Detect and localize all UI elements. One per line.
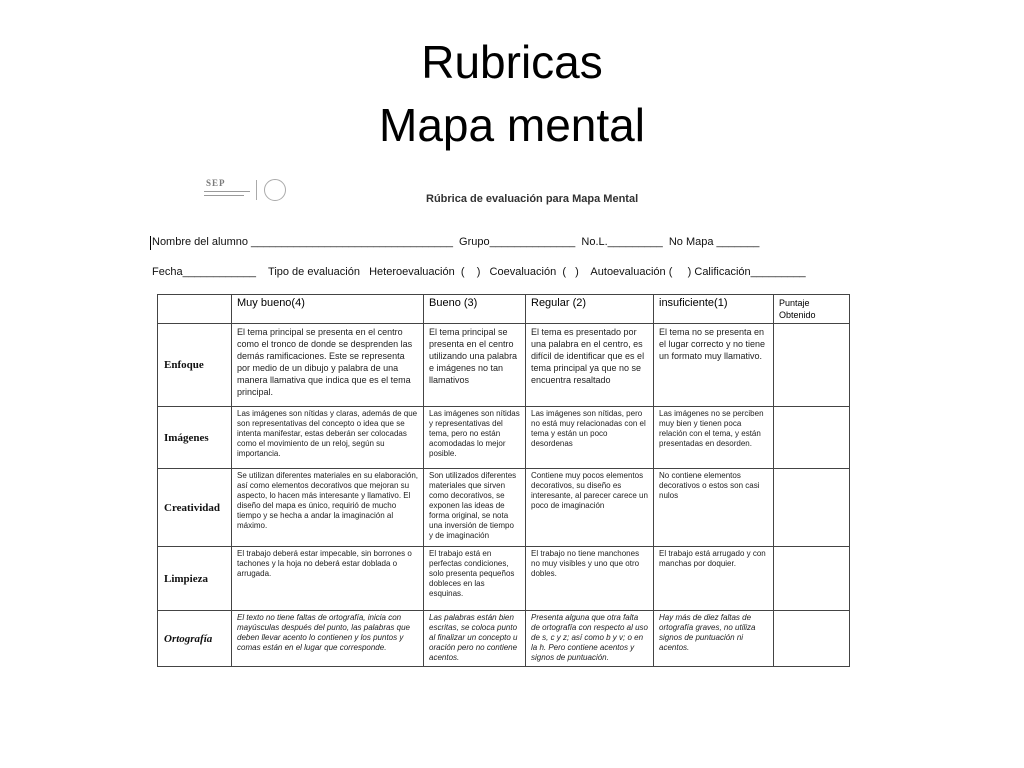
table-cell: Hay más de diez faltas de ortografía graves, no utiliza signos de puntuación ni acentos.	[654, 611, 774, 667]
table-cell: Las imágenes son nítidas, pero no está muy relacionadas con el tema y están un poco desordenas	[526, 407, 654, 469]
table-cell: El tema principal se presenta en el centro como el tronco de donde se desprenden las demás ramificaciones. Este se representa por medio de un dibujo y palabra de una manera llamativa que indica que es el tema principal.	[232, 324, 424, 407]
logo-rule	[204, 191, 250, 192]
form-line-student: Nombre del alumno _________________________________ Grupo______________ No.L._________ No Mapa _______	[152, 236, 760, 248]
table-cell: El tema no se presenta en el lugar correcto y no tiene un formato muy llamativo.	[654, 324, 774, 407]
slide-title-line-2: Mapa mental	[379, 99, 645, 151]
header-regular: Regular (2)	[526, 295, 654, 324]
table-cell: El trabajo está en perfectas condiciones, solo presenta pequeños dobleces en las esquinas.	[424, 547, 526, 611]
header-muy-bueno: Muy bueno(4)	[232, 295, 424, 324]
table-cell: Las imágenes son nítidas y claras, además de que son representativas del concepto o idea que se intenta manifestar, estas deberán ser colocadas como el movimiento de un reloj, según su importancia.	[232, 407, 424, 469]
criterion-cell: Imágenes	[158, 407, 232, 469]
table-cell: Las palabras están bien escritas, se coloca punto al finalizar un concepto u oración pero no contiene acentos.	[424, 611, 526, 667]
table-cell: No contiene elementos decorativos o estos son casi nulos	[654, 469, 774, 547]
table-cell: Se utilizan diferentes materiales en su elaboración, así como elementos decorativos que mejoran su aspecto, lo hacen más interesante y llamativo. El diseño del mapa es único, requirió de mucho tiempo y se hecha a andar la imaginación al máximo.	[232, 469, 424, 547]
table-row	[158, 324, 850, 407]
sep-logo-text: SEP	[206, 178, 226, 188]
table-row	[158, 469, 850, 547]
table-cell: Las imágenes no se perciben muy bien y tienen poca relación con el tema, y están presentadas en desorden.	[654, 407, 774, 469]
criterion-cell: Creatividad	[158, 469, 232, 547]
logo-divider	[256, 180, 257, 200]
rubric-table	[157, 294, 850, 667]
score-cell	[774, 407, 850, 469]
logo-rule	[204, 195, 244, 196]
table-header-row	[158, 295, 850, 324]
seal-icon	[264, 179, 286, 201]
table-row	[158, 407, 850, 469]
form-line-evaluation: Fecha____________ Tipo de evaluación Heteroevaluación ( ) Coevaluación ( ) Autoevaluación ( ) Calificación_________	[152, 266, 806, 278]
header-criterion	[158, 295, 232, 324]
table-cell: El trabajo está arrugado y con manchas por doquier.	[654, 547, 774, 611]
score-cell	[774, 611, 850, 667]
document-title: Rúbrica de evaluación para Mapa Mental	[426, 193, 639, 205]
table-cell: El tema principal se presenta en el centro utilizando una palabra e imágenes no tan llamativos	[424, 324, 526, 407]
score-cell	[774, 469, 850, 547]
table-row	[158, 611, 850, 667]
header-puntaje: Puntaje Obtenido	[774, 295, 850, 324]
header-bueno: Bueno (3)	[424, 295, 526, 324]
table-cell: El trabajo no tiene manchones no muy visibles y uno que otro dobles.	[526, 547, 654, 611]
slide-title-line-1: Rubricas	[421, 36, 603, 88]
sep-logo	[198, 178, 298, 206]
score-cell	[774, 547, 850, 611]
text-cursor	[150, 236, 151, 250]
table-cell: El tema es presentado por una palabra en el centro, es difícil de identificar que es el tema principal ya que no se encuentra resaltado	[526, 324, 654, 407]
criterion-cell: Ortografía	[158, 611, 232, 667]
score-cell	[774, 324, 850, 407]
table-row	[158, 547, 850, 611]
table-cell: Contiene muy pocos elementos decorativos, su diseño es interesante, al parecer carece un poco de imaginación	[526, 469, 654, 547]
table-cell: Son utilizados diferentes materiales que sirven como decorativos, se exponen las ideas de forma original, se nota una inversión de tiempo y de imaginación	[424, 469, 526, 547]
table-cell: Presenta alguna que otra falta de ortografía con respecto al uso de s, c y z; así como b y v; o en la h. Pero contiene acentos y signos de puntuación.	[526, 611, 654, 667]
criterion-cell: Enfoque	[158, 324, 232, 407]
table-cell: Las imágenes son nítidas y representativas del tema, pero no están acomodadas lo mejor posible.	[424, 407, 526, 469]
table-cell: El trabajo deberá estar impecable, sin borrones o tachones y la hoja no deberá estar doblada o arrugada.	[232, 547, 424, 611]
table-cell: El texto no tiene faltas de ortografía, inicia con mayúsculas después del punto, las palabras que deben llevar acento lo contienen y los puntos y comas están en el lugar que corresponde.	[232, 611, 424, 667]
header-insuficiente: insuficiente(1)	[654, 295, 774, 324]
criterion-cell: Limpieza	[158, 547, 232, 611]
